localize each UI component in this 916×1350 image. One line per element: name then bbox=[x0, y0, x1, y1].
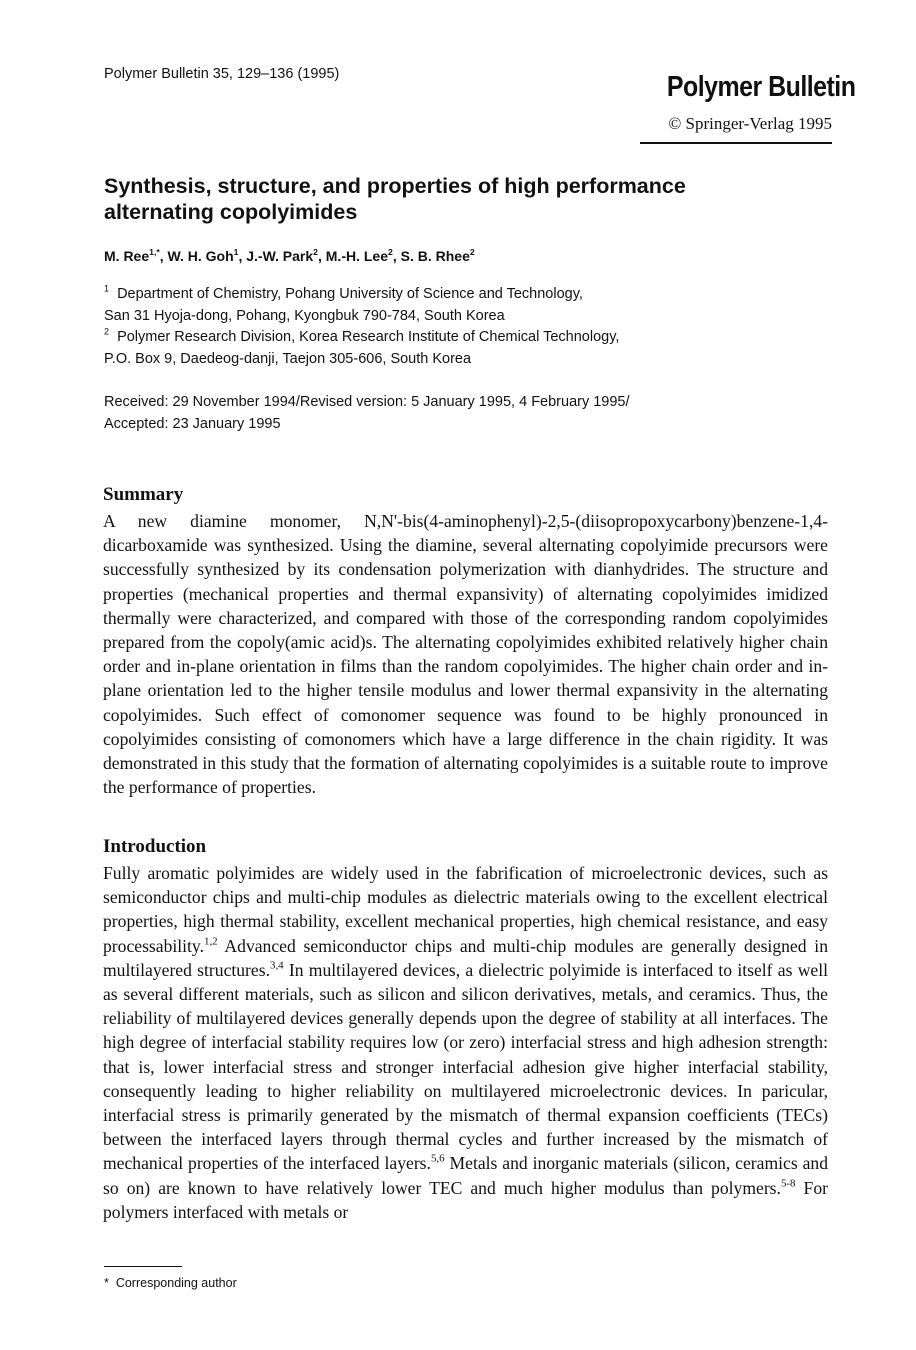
received-line: Received: 29 November 1994/Revised version: 5 January 1995, 4 February 1995/ bbox=[104, 394, 630, 410]
author-affiliation-mark: 1 bbox=[233, 246, 239, 257]
author-list: M. Ree$^{1,*}$, W. H. Goh$^1$, J.-W. Park$^2$, M.-H. Lee$^2$, S. B. Rhee$^2$ bbox=[104, 246, 475, 264]
journal-citation: Polymer Bulletin 35, 129–136 (1995) bbox=[104, 66, 340, 82]
journal-masthead bbox=[640, 70, 856, 144]
footnote bbox=[104, 1276, 237, 1290]
footnote-mark: * bbox=[104, 1276, 109, 1290]
author-affiliation-mark: 2 bbox=[469, 246, 475, 257]
author-affiliation-mark: 1,* bbox=[149, 246, 160, 257]
affiliation-2-address: P.O. Box 9, Daedeog-danji, Taejon 305-606, South Korea bbox=[104, 350, 472, 367]
introduction-heading: Introduction bbox=[103, 836, 207, 857]
author-name: S. B. Rhee bbox=[400, 248, 470, 264]
author-name: M. Ree bbox=[104, 248, 150, 264]
affiliation-1: $^1$ Department of Chemistry, Pohang University of Science and Technology, bbox=[104, 283, 583, 302]
author-name: J.-W. Park bbox=[246, 248, 314, 264]
received-dates bbox=[104, 392, 630, 435]
affiliation-mark: 1 bbox=[104, 283, 109, 294]
summary-heading: Summary bbox=[103, 484, 184, 505]
introduction-text: Fully aromatic polyimides are widely used in the fabrification of microelectronic devices, such as semiconductor chips and multi-chip modules as dielectric materials owing to the excellent electrical properties, high thermal stability, excellent mechanical properties, high chemical resistance, and easy processability.$^{1,2}$ Advanced semiconductor chips and multi-chip modules are generally designed in multilayered structures.$^{3,4}$ In multilayered devices, a dielectric polyimide is interfaced to itself as well as several different materials, such as silicon and silicon derivatives, metals, and ceramics. Thus, the reliability of multilayered devices generally depends upon the degree of stability at all interfaces. The high degree of interfacial stability requires low (or zero) interfacial stress and high adhesion strength: that is, lower interfacial stress and stronger interfacial adhesion give higher interfacial stability, consequently leading to higher reliability on multilayered microelectronic devices. In paricular, interfacial stress is primarily generated by the mismatch of thermal expansion coefficients (TECs) between the interfaced layers through thermal cycles and further increased by the mismatch of mechanical properties of the interfaced layers.$^{5,6}$ Metals and inorganic materials (silicon, ceramics and so on) are known to have relatively lower TEC and much higher modulus than polymers.$^{5-8}$ For polymers interfaced with metals or bbox=[103, 863, 828, 1222]
citation-ref: 5,6 bbox=[430, 1152, 445, 1165]
accepted-line: Accepted: 23 January 1995 bbox=[104, 415, 281, 432]
journal-name: Polymer Bulletin bbox=[666, 71, 856, 103]
citation-ref: 5-8 bbox=[780, 1177, 796, 1190]
author-affiliation-mark: 2 bbox=[313, 246, 318, 257]
footnote-text: Corresponding author bbox=[115, 1276, 237, 1290]
author-affiliation-mark: 2 bbox=[388, 246, 393, 257]
masthead-rule bbox=[640, 142, 832, 144]
citation-ref: 3,4 bbox=[269, 959, 284, 972]
author-name: W. H. Goh bbox=[167, 248, 234, 264]
copyright-notice: © Springer-Verlag 1995 bbox=[668, 114, 832, 133]
footnote-rule bbox=[104, 1266, 182, 1267]
affiliation-mark: 2 bbox=[104, 326, 109, 337]
article-title: Synthesis, structure, and properties of high performance alternating copolyimides bbox=[104, 174, 686, 224]
citation-ref: 1,2 bbox=[203, 934, 218, 947]
summary-text: A new diamine monomer, N,N'-bis(4-aminophenyl)-2,5-(diisopropoxycarbony)benzene-1,4-dicarboxamide was synthesized. Using the diamine, several alternating copolyimide precursors were successfully synthesized by its condensation polymerization with dianhydrides. The structure and properties (mechanical properties and thermal expansivity) of alternating copolyimides imidized thermally were characterized, and compared with those of the corresponding random copolyimides prepared from the copoly(amic acid)s. The alternating copolyimides exhibited relatively higher chain order and in-plane orientation in films than the random copolyimides. The higher chain order and in-plane orientation led to the higher tensile modulus and lower thermal expansivity in the alternating copolyimides. Such effect of comonomer sequence was found to be highly pronounced in copolyimides consisting of comonomers which have a large difference in the chain rigidity. It was demonstrated in this study that the formation of alternating copolyimides is a suitable route to improve the performance of properties. bbox=[103, 511, 828, 798]
author-name: M.-H. Lee bbox=[325, 248, 388, 264]
affiliation-2: $^2$ Polymer Research Division, Korea Research Institute of Chemical Technology, bbox=[104, 326, 620, 345]
affiliations bbox=[104, 284, 619, 370]
affiliation-1-address: San 31 Hyoja-dong, Pohang, Kyongbuk 790-784, South Korea bbox=[104, 307, 505, 324]
